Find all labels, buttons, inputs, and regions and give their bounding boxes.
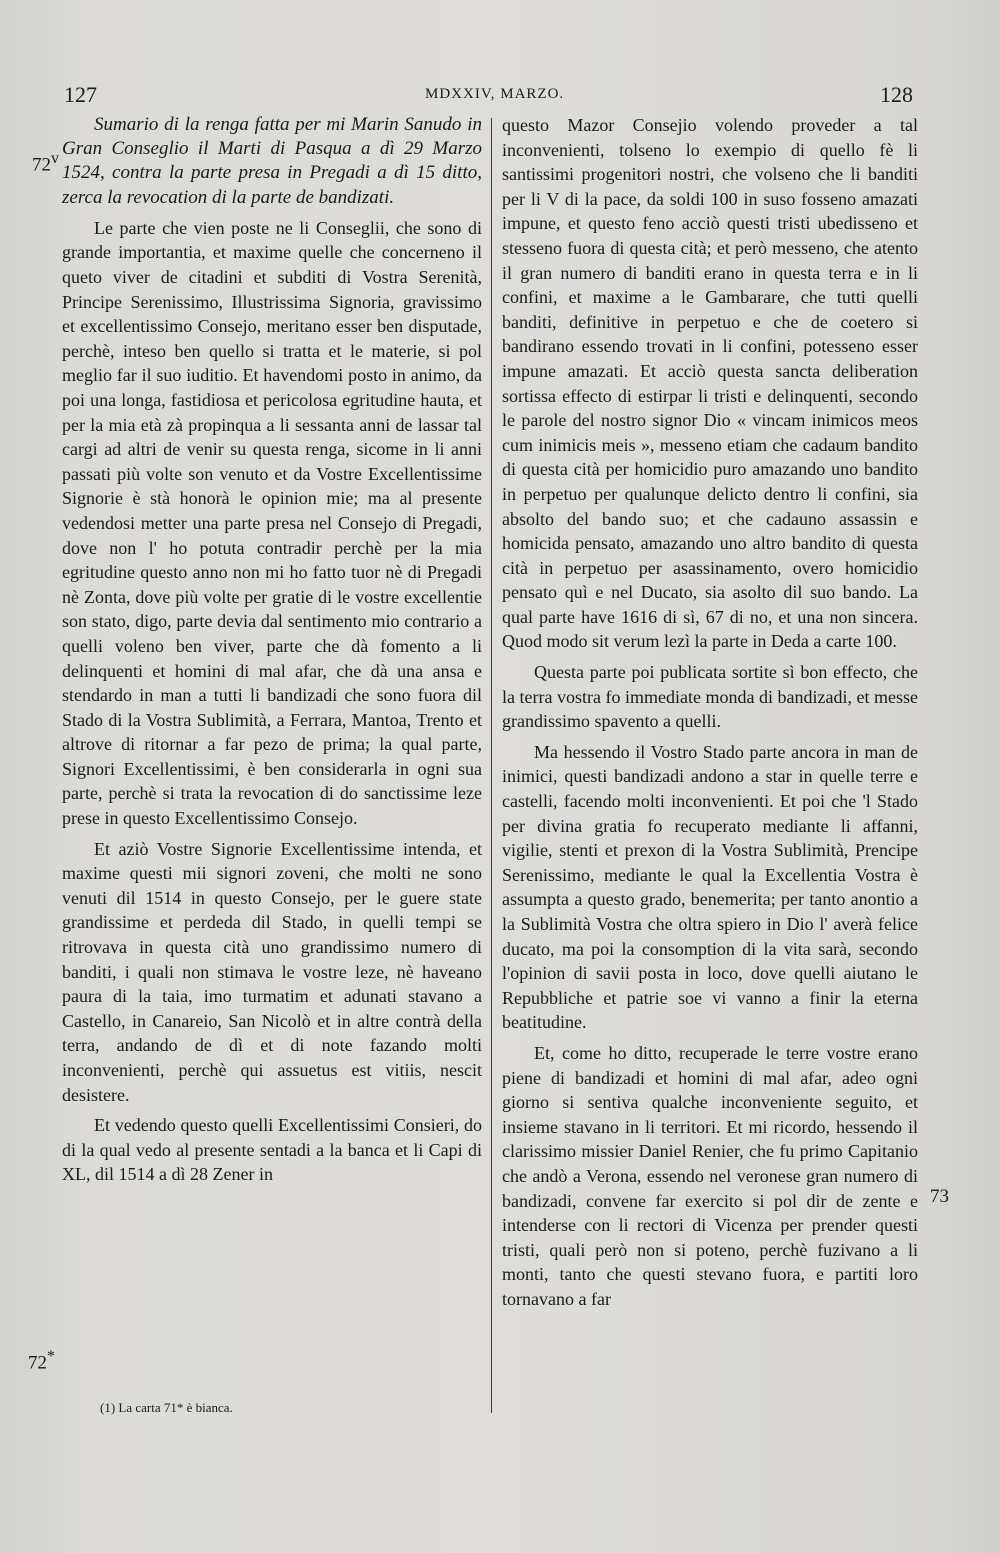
column-divider bbox=[491, 118, 492, 1413]
paragraph: questo Mazor Consejio volendo proveder a tal inconvenienti, tolseno lo exempio di quello fè li santissimi progenitori nostri, che volseno che li banditi per li V di la pace, da soldi 100 in suso fosseno amazati impune, et questo feno acciò questi tristi ubedisseno et stesseno fuora di questa cità; et però messeno, che atento il gran numero di banditi erano in questa terra e in li confini, et maxime a le Gambarare, che tutti quelli banditi, definitive in perpetuo e che de coetero si bandirano essendo trovati in li confini, potesseno esser impune amazati. Et acciò questa sancta deliberation sortissa effecto di estirpar li tristi e delinquenti, secondo le parole del nostro signor Dio « vincam inimicos meos cum inimicis meis », messeno etiam che cadaum bandito di questa cità per homicidio puro amazando uno bandito in perpetuo per qualunque delicto dentro li confini, sia absolto del bando suo; et che cadauno assassin e homicida pensato, amazando uno altro bandito di questa cità in perpetuo per asassinamento, overo homicidio pensato quì e nel Ducato, sia asolto dil suo bando. La qual parte have 1616 di sì, 67 di no, et una non sincera. Quod modo sit verum lezì la parte in Deda a carte 100. bbox=[502, 115, 918, 652]
left-column bbox=[62, 113, 482, 1193]
margin-note-72v: 72$^v$ bbox=[32, 150, 59, 176]
paragraph: Questa parte poi publicata sortite sì bon effecto, che la terra vostra fo immediate monda di bandizadi, et messe grandissimo spavento a quelli. bbox=[502, 662, 918, 732]
paragraph: Ma hessendo il Vostro Stado parte ancora in man de inimici, questi bandizadi andono a star in quelle terre e castelli, facendo molti inconvenienti. Et poi che 'l Stado per divina gratia fo recuperato mediante li affanni, vigilie, stenti et prexon di la Vostra Sublimità, Prencipe Serenissimo, mediante le qual la Excellentia Vostra è assumpta a questo grado, benemerita; per tanto anontio a la Sublimità Vostra che oltra spiero in Dio l' averà felice ducato, ma poi la consomption di la vita sarà, secondo l'opinion di savii posta in loco, dove quelli aiutano le Repubbliche et patrie soe vi vanno a finir la eterna beatitudine. bbox=[502, 741, 918, 1033]
page-number-left: 127 bbox=[64, 82, 97, 107]
right-column bbox=[502, 113, 918, 1318]
paragraph: Et, come ho ditto, recuperade le terre vostre erano piene di bandizadi et homini di mal afar, adeo ogni giorno si sentiva qualche inconveniente seguito, et insieme stavano in li territori. Et mi ricordo, hessendo il clarissimo missier Daniel Renier, che fu primo Capitanio che andò a Verona, essendo nel veronese gran numero di bandizadi, convene far exercito si pol dir de zente e intenderse con li rectori di Vicenza per prender questi tristi, quali però non si poteno, perchè fuzivano a li monti, tanto che questi stevano fuora, e partiti loro tornavano a far bbox=[502, 1042, 918, 1309]
footnote: (1) La carta 71* è bianca. bbox=[100, 1400, 233, 1415]
summary-heading: Sumario di la renga fatta per mi Marin Sanudo in Gran Conseglio il Marti di Pasqua a dì 29 Marzo 1524, contra la parte presa in Pregadi a dì 15 ditto, zerca la revocation di la parte de bandizati. bbox=[62, 114, 482, 208]
page-number-right: 128 bbox=[880, 82, 913, 107]
margin-note-73: 73 bbox=[930, 1186, 949, 1207]
page-header bbox=[0, 82, 1000, 112]
running-head: MDXXIV, MARZO. bbox=[425, 86, 565, 102]
margin-note-72b: 72* bbox=[28, 1348, 55, 1374]
paragraph: Le parte che vien poste ne li Conseglii, che sono di grande importantia, et maxime quelle che concerneno il queto viver de citadini et subditi di Vostra Serenità, Principe Serenissimo, Illustrissima Signoria, gravissimo et excellentissimo Consejo, meritano esser ben disputade, perchè, inteso ben quello si tratta et le materie, si pol meglio far il suo iuditio. Et havendomi posto in animo, da poi una longa, fastidiosa et pericolosa egritudine hauta, et per la mia età zà propinqua a li sessanta anni de lassar tal cargi ad altri de venir su questa renga, sicome in li anni passati più volte son venuto et da Vostre Excellentissime Signorie è stà honorà le opinion mie; ma al presente vedendosi metter una parte presa nel Consejo di Pregadi, dove non l' ho potuta contradir perchè per la mia egritudine questo anno non mi ho fatto tuor nè di Pregadi nè Zonta, dove più volte per gratie di le vostre excellentie son stato, digo, parte devia dal sentimento mio contrario a quelli voleno ben viver, parte che dà fomento a li delinquenti et homini di mal afar, che dà una ansa e stendardo in man a tutti li bandizadi che sono fuora dil Stado di la Vostra Sublimità, a Ferrara, Mantoa, Trento et altrove di ritornar a far pezo de prima; la qual parte, Signori Excellentissimi, è ben considerarla in ogni sua parte, perchè si trata la revocation di do sanctissime leze prese in questo Excellentissimo Consejo. bbox=[62, 217, 482, 829]
paragraph: Et aziò Vostre Signorie Excellentissime intenda, et maxime questi mii signori zoveni, che molti ne sono venuti dil 1514 in questo Consejo, per le guere state grandissime et perdeda dil Stado, in quelli tempi se ritrovava in questa cità uno grandissimo numero di banditi, i quali non stimava le vostre leze, nè haveano paura di la taia, imo turmatim et adunati stavano a Castello, in Canareio, San Nicolò et in altre contrà della terra, andando de dì et di note fazando molti inconvenienti, perchè qui assuetus est vitiis, nescit desistere. bbox=[62, 838, 482, 1105]
paragraph: Et vedendo questo quelli Excellentissimi Consieri, do di la qual vedo al presente sentadi a la banca et li Capi di XL, dil 1514 a dì 28 Zener in bbox=[62, 1115, 482, 1185]
